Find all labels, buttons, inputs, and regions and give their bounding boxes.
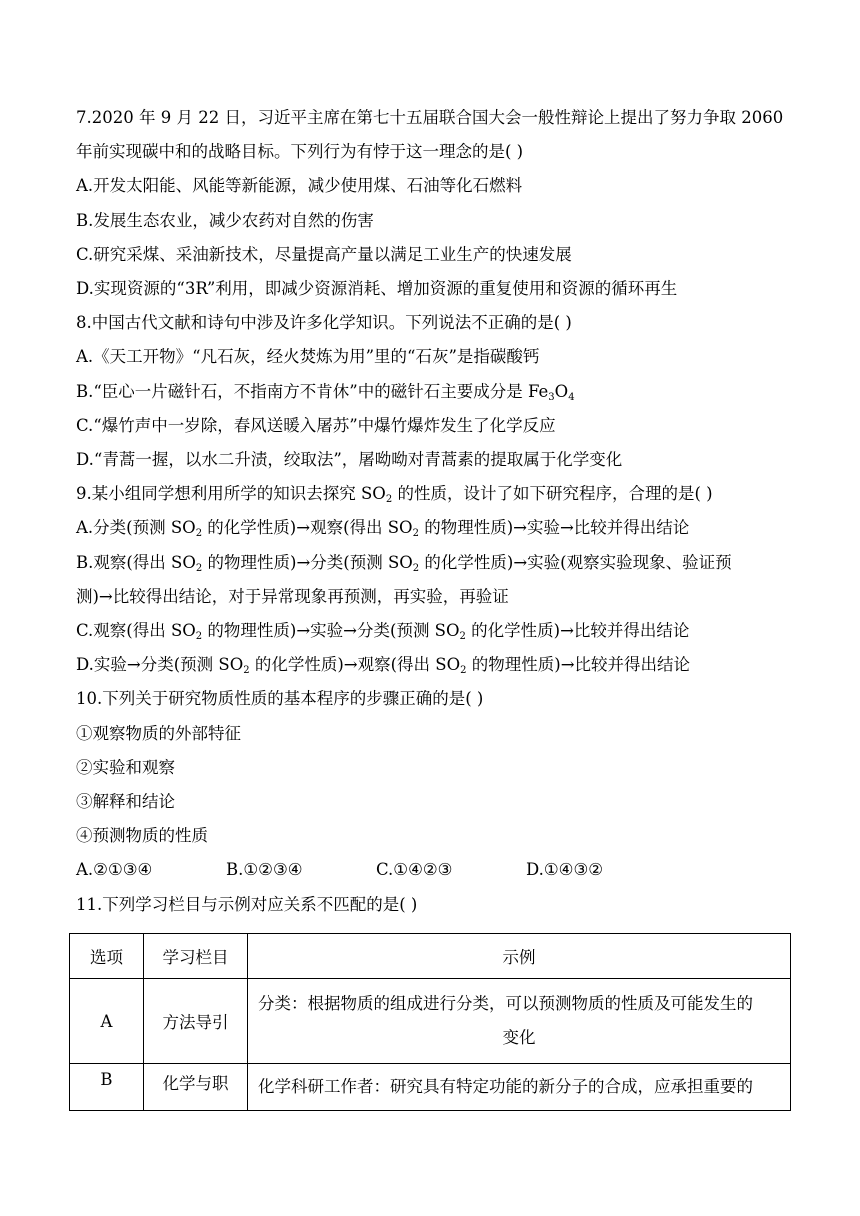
table-row bbox=[70, 979, 791, 1064]
table-header-row bbox=[70, 934, 791, 979]
table-header-column: 学习栏目 bbox=[144, 934, 248, 979]
so2-subscript: 2 bbox=[412, 528, 419, 540]
q11-table bbox=[69, 933, 791, 1111]
q9-b-part1: B.观察(得出 SO bbox=[76, 552, 196, 572]
so2-subscript: 2 bbox=[459, 631, 466, 643]
table-cell-example-line1: 化学科研工作者：研究具有特定功能的新分子的合成，应承担重要的 bbox=[258, 1077, 753, 1096]
q9-option-a bbox=[76, 511, 796, 545]
q10-option-c: C.①④②③ bbox=[376, 860, 453, 880]
table-cell-option: B bbox=[70, 1064, 144, 1111]
q9-a-part1: A.分类(预测 SO bbox=[76, 518, 196, 538]
q8-option-b-text: B.“臣心一片磁针石，不指南方不肯休”中的磁针石主要成分是 Fe bbox=[76, 381, 549, 401]
table-cell-column: 化学与职 bbox=[144, 1064, 248, 1111]
so2-subscript: 2 bbox=[412, 562, 420, 574]
q9-stem-pre: 9.某小组同学想利用所学的知识去探究 SO bbox=[76, 484, 386, 504]
table-cell-example bbox=[248, 979, 791, 1064]
q10-step-1: ①观察物质的外部特征 bbox=[76, 723, 241, 743]
q10-step-4: ④预测物质的性质 bbox=[76, 826, 208, 846]
q10-step-3: ③解释和结论 bbox=[76, 792, 175, 812]
q8-formula-sub-4: 4 bbox=[568, 391, 575, 403]
q8-option-a: A.《天工开物》“凡石灰，经火焚炼为用”里的“石灰”是指碳酸钙 bbox=[76, 347, 540, 367]
q7-stem-line2: 年前实现碳中和的战略目标。下列行为有悖于这一理念的是( ) bbox=[76, 142, 524, 162]
q9-a-part3: 的物理性质)→实验→比较并得出结论 bbox=[418, 518, 690, 538]
q11-stem: 11.下列学习栏目与示例对应关系不匹配的是( ) bbox=[76, 894, 418, 914]
so2-subscript: 2 bbox=[195, 562, 203, 574]
so2-subscript: 2 bbox=[195, 528, 203, 540]
q7-stem-line1: 7.2020 年 9 月 22 日，习近平主席在第七十五届联合国大会一般性辩论上提出了努力争取 2060 bbox=[76, 108, 784, 127]
q8-option-b bbox=[76, 375, 796, 409]
q9-b-part2: 的物理性质)→分类(预测 SO bbox=[202, 552, 413, 572]
q7-option-d: D.实现资源的“3R”利用，即减少资源消耗、增加资源的重复使用和资源的循环再生 bbox=[76, 279, 678, 299]
q9-option-b-cont: 测)→比较得出结论，对于异常现象再预测，再实验，再验证 bbox=[76, 586, 509, 606]
table-cell-example bbox=[248, 1064, 791, 1111]
so2-subscript: 2 bbox=[243, 665, 250, 677]
table-cell-option: A bbox=[70, 979, 144, 1064]
q9-option-c bbox=[76, 614, 796, 648]
q7-option-c: C.研究采煤、采油新技术，尽量提高产量以满足工业生产的快速发展 bbox=[76, 244, 572, 264]
table-cell-example-line1: 分类：根据物质的组成进行分类，可以预测物质的性质及可能发生的 bbox=[258, 994, 753, 1013]
table-header-option: 选项 bbox=[70, 934, 144, 979]
q9-option-d bbox=[76, 648, 796, 682]
q9-stem bbox=[76, 477, 796, 511]
q9-c-part2: 的物理性质)→实验→分类(预测 SO bbox=[202, 621, 460, 641]
q8-option-d: D.“青蒿一握，以水二升渍，绞取法”，屠呦呦对青蒿素的提取属于化学变化 bbox=[76, 450, 623, 470]
q9-c-part3: 的化学性质)→比较并得出结论 bbox=[465, 621, 690, 641]
q9-c-part1: C.观察(得出 SO bbox=[76, 621, 196, 641]
q7-option-a: A.开发太阳能、风能等新能源，减少使用煤、石油等化石燃料 bbox=[76, 176, 523, 196]
q9-stem-post: 的性质，设计了如下研究程序，合理的是( ) bbox=[392, 484, 713, 504]
q9-d-part2: 的化学性质)→观察(得出 SO bbox=[249, 655, 461, 675]
q10-stem: 10.下列关于研究物质性质的基本程序的步骤正确的是( ) bbox=[76, 689, 484, 709]
so2-subscript: 2 bbox=[460, 665, 467, 677]
q10-options bbox=[76, 853, 796, 887]
q8-formula-sub-3: 3 bbox=[548, 391, 555, 403]
q7-option-b: B.发展生态农业，减少农药对自然的伤害 bbox=[76, 210, 374, 230]
q9-b-part3: 的化学性质)→实验(观察实验现象、验证预 bbox=[419, 552, 732, 572]
q10-option-a: A.②①③④ bbox=[76, 860, 153, 880]
q9-a-part2: 的化学性质)→观察(得出 SO bbox=[202, 518, 413, 538]
q8-formula-o: O bbox=[554, 381, 569, 401]
question-list bbox=[76, 101, 796, 922]
q10-option-b: B.①②③④ bbox=[226, 860, 303, 880]
table-header-example: 示例 bbox=[248, 934, 791, 979]
table-cell-column: 方法导引 bbox=[144, 979, 248, 1064]
q9-d-part3: 的物理性质)→比较并得出结论 bbox=[466, 655, 691, 675]
so2-subscript: 2 bbox=[195, 631, 203, 643]
q10-option-d: D.①④③② bbox=[526, 860, 604, 880]
table-cell-example-line2: 变化 bbox=[502, 1028, 536, 1047]
q9-d-part1: D.实验→分类(预测 SO bbox=[76, 655, 244, 675]
table-row bbox=[70, 1064, 791, 1111]
q8-stem: 8.中国古代文献和诗句中涉及许多化学知识。下列说法不正确的是( ) bbox=[76, 313, 572, 333]
q8-option-c: C.“爆竹声中一岁除，春风送暖入屠苏”中爆竹爆炸发生了化学反应 bbox=[76, 415, 556, 435]
so2-subscript: 2 bbox=[385, 494, 393, 506]
q10-step-2: ②实验和观察 bbox=[76, 757, 175, 777]
q9-option-b bbox=[76, 546, 796, 580]
